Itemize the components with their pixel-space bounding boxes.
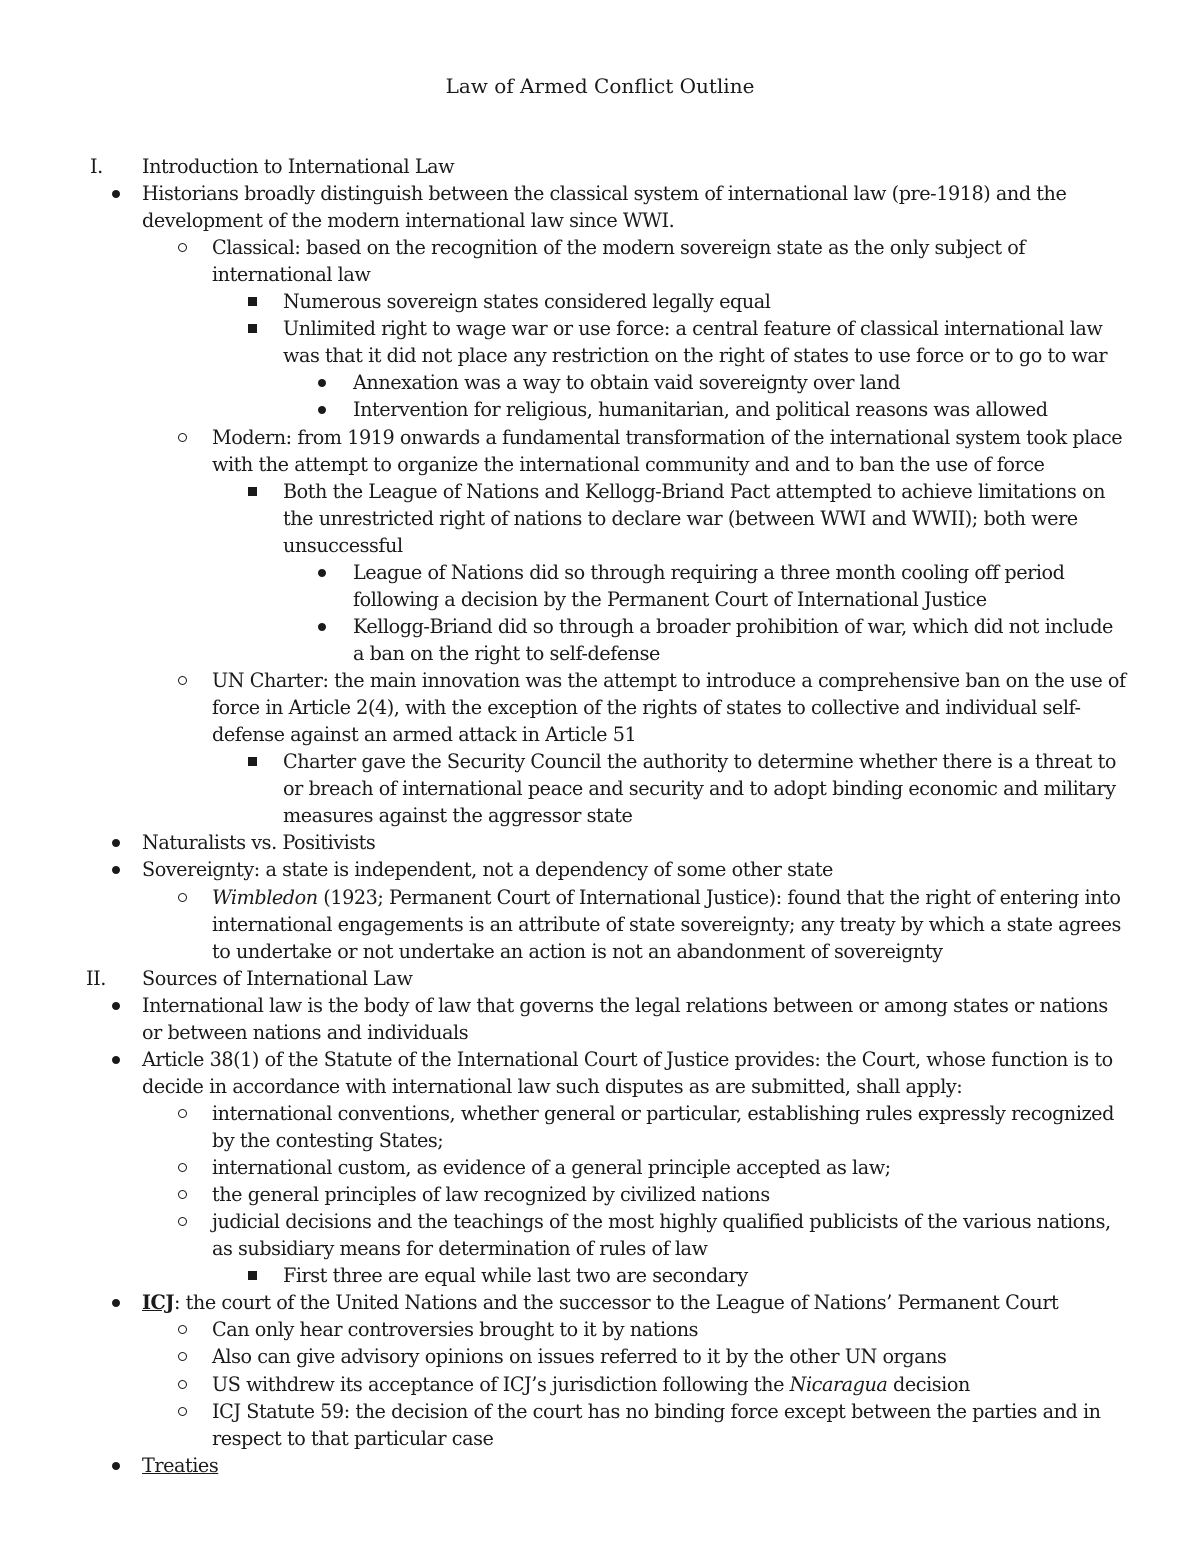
bullet-icon [316, 613, 328, 640]
square-bullet-icon [246, 288, 258, 315]
outline-line: Numerous sovereign states considered legally equal [283, 290, 771, 313]
circle-bullet-icon [176, 1398, 188, 1425]
outline-line: Unlimited right to wage war or use force: a central feature of classical international law [283, 317, 1103, 340]
bullet-icon [110, 1289, 122, 1316]
section-number: II. [86, 967, 106, 990]
bullet-icon [316, 396, 328, 423]
line-text: : the court of the United Nations and the successor to the League of Nations’ Permanent Court [173, 1291, 1059, 1314]
bullet-icon [110, 829, 122, 856]
outline-line: Article 38(1) of the Statute of the International Court of Justice provides: the Court, whose function is to [142, 1048, 1113, 1071]
outline-line: international conventions, whether general or particular, establishing rules expressly recognized [212, 1102, 1114, 1125]
treaties-link[interactable]: Treaties [142, 1454, 219, 1477]
outline-line: a ban on the right to self-defense [353, 642, 660, 665]
outline-line: international custom, as evidence of a general principle accepted as law; [212, 1156, 891, 1179]
section-number: I. [90, 155, 103, 178]
circle-bullet-icon [176, 1343, 188, 1370]
case-name: Nicaragua [789, 1373, 888, 1396]
circle-bullet-icon [176, 667, 188, 694]
line-text: decision [887, 1373, 970, 1396]
outline-line: decide in accordance with international law such disputes as are submitted, shall apply: [142, 1075, 963, 1098]
outline-line: unsuccessful [283, 534, 403, 557]
outline-line [212, 1371, 970, 1398]
bullet-icon [110, 180, 122, 207]
circle-bullet-icon [176, 884, 188, 911]
outline-line [142, 1289, 1058, 1316]
case-name: Wimbledon [212, 886, 318, 909]
line-text: (1923; Permanent Court of International Justice): found that the right of entering into [317, 886, 1121, 909]
section-heading: Introduction to International Law [142, 155, 455, 178]
section-heading: Sources of International Law [142, 967, 413, 990]
outline-line: or between nations and individuals [142, 1021, 469, 1044]
square-bullet-icon [246, 315, 258, 342]
outline-line: UN Charter: the main innovation was the attempt to introduce a comprehensive ban on the use of [212, 669, 1126, 692]
outline-line: Both the League of Nations and Kellogg-Briand Pact attempted to achieve limitations on [283, 480, 1106, 503]
page-title: Law of Armed Conflict Outline [445, 74, 755, 98]
outline-line: the unrestricted right of nations to declare war (between WWI and WWII); both were [283, 507, 1078, 530]
circle-bullet-icon [176, 234, 188, 261]
circle-bullet-icon [176, 1100, 188, 1127]
outline-line: Intervention for religious, humanitarian, and political reasons was allowed [353, 398, 1048, 421]
square-bullet-icon [246, 478, 258, 505]
outline-line: as subsidiary means for determination of rules of law [212, 1237, 708, 1260]
outline-line: Historians broadly distinguish between the classical system of international law (pre-1918) and the [142, 182, 1067, 205]
outline-line: Naturalists vs. Positivists [142, 831, 376, 854]
outline-line: Also can give advisory opinions on issues referred to it by the other UN organs [212, 1345, 947, 1368]
outline-line: force in Article 2(4), with the exception of the rights of states to collective and individual self- [212, 696, 1081, 719]
outline-line: international law [212, 263, 371, 286]
outline-line: was that it did not place any restriction on the right of states to use force or to go to war [283, 344, 1108, 367]
bullet-icon [110, 992, 122, 1019]
circle-bullet-icon [176, 424, 188, 451]
square-bullet-icon [246, 1262, 258, 1289]
outline-line: judicial decisions and the teachings of the most highly qualified publicists of the various nations, [212, 1210, 1111, 1233]
outline-line: Charter gave the Security Council the authority to determine whether there is a threat to [283, 750, 1116, 773]
bullet-icon [316, 559, 328, 586]
line-text: US withdrew its acceptance of ICJ’s jurisdiction following the [212, 1373, 790, 1396]
outline-line: following a decision by the Permanent Court of International Justice [353, 588, 987, 611]
outline-line: to undertake or not undertake an action is not an abandonment of sovereignty [212, 940, 943, 963]
bullet-icon [110, 1452, 122, 1479]
outline-line: Can only hear controversies brought to it by nations [212, 1318, 699, 1341]
outline-line: ICJ Statute 59: the decision of the court has no binding force except between the parties and in [212, 1400, 1101, 1423]
bullet-icon [316, 369, 328, 396]
outline-line: Kellogg-Briand did so through a broader prohibition of war, which did not include [353, 615, 1113, 638]
outline-line: international engagements is an attribute of state sovereignty; any treaty by which a state agrees [212, 913, 1121, 936]
square-bullet-icon [246, 748, 258, 775]
circle-bullet-icon [176, 1371, 188, 1398]
outline-line: Classical: based on the recognition of the modern sovereign state as the only subject of [212, 236, 1026, 259]
outline-line: defense against an armed attack in Article 51 [212, 723, 637, 746]
outline-line: development of the modern international law since WWI. [142, 209, 675, 232]
bullet-icon [110, 1046, 122, 1073]
circle-bullet-icon [176, 1154, 188, 1181]
circle-bullet-icon [176, 1181, 188, 1208]
outline-line: measures against the aggressor state [283, 804, 633, 827]
outline-line: Modern: from 1919 onwards a fundamental transformation of the international system took place [212, 426, 1123, 449]
circle-bullet-icon [176, 1208, 188, 1235]
outline-line: First three are equal while last two are secondary [283, 1264, 748, 1287]
outline-line: respect to that particular case [212, 1427, 494, 1450]
circle-bullet-icon [176, 1316, 188, 1343]
outline-line: Sovereignty: a state is independent, not a dependency of some other state [142, 858, 833, 881]
outline-line: Annexation was a way to obtain vaid sovereignty over land [353, 371, 901, 394]
outline-line: by the contesting States; [212, 1129, 444, 1152]
bullet-icon [110, 856, 122, 883]
outline-line: with the attempt to organize the international community and and to ban the use of force [212, 453, 1045, 476]
outline-line: the general principles of law recognized by civilized nations [212, 1183, 770, 1206]
outline-line: or breach of international peace and security and to adopt binding economic and military [283, 777, 1116, 800]
outline-line [212, 884, 1120, 911]
icj-link[interactable]: ICJ [142, 1291, 174, 1314]
outline-line: International law is the body of law that governs the legal relations between or among states or nations [142, 994, 1108, 1017]
outline-line: League of Nations did so through requiring a three month cooling off period [353, 561, 1065, 584]
